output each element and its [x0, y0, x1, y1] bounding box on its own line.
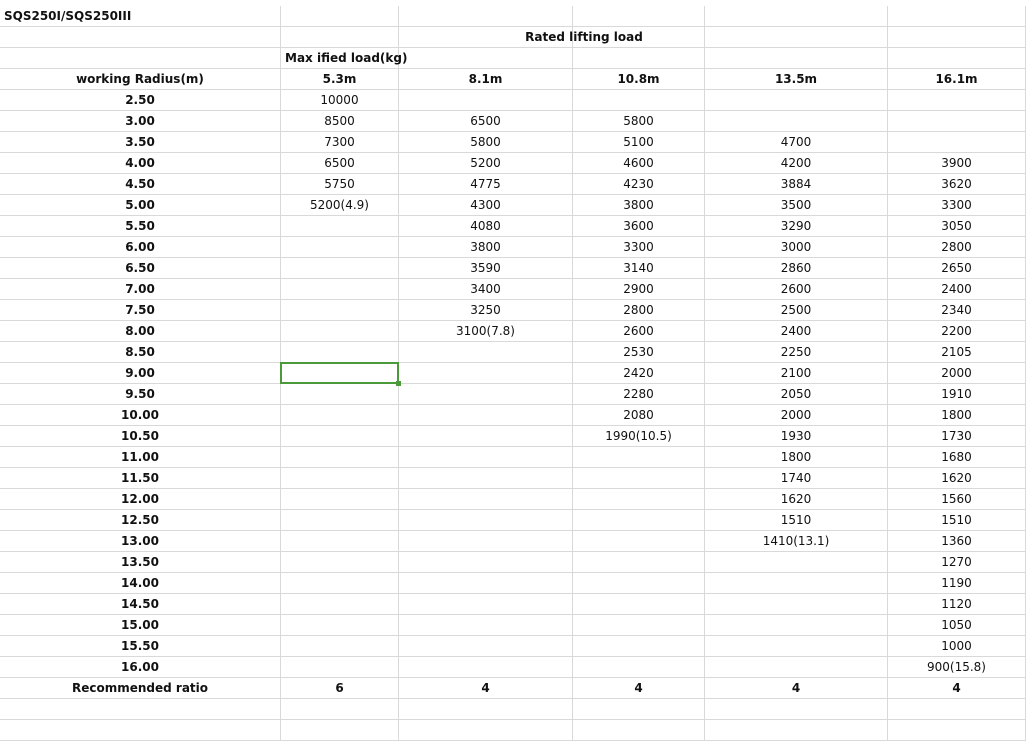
ratio-cell[interactable]: 6: [281, 678, 399, 699]
load-cell[interactable]: 3600: [573, 216, 705, 237]
load-cell[interactable]: 5800: [573, 111, 705, 132]
load-cell[interactable]: 2340: [888, 300, 1026, 321]
sheet-cell[interactable]: [888, 132, 1026, 153]
load-cell[interactable]: 4775: [399, 174, 573, 195]
load-cell[interactable]: 3590: [399, 258, 573, 279]
load-cell[interactable]: 2105: [888, 342, 1026, 363]
sheet-cell[interactable]: [573, 48, 705, 69]
sheet-cell[interactable]: [888, 90, 1026, 111]
radius-cell[interactable]: 10.50: [0, 426, 281, 447]
boom-length-header[interactable]: 8.1m: [399, 69, 573, 90]
radius-cell[interactable]: 15.00: [0, 615, 281, 636]
sheet-cell[interactable]: [705, 699, 888, 720]
load-cell[interactable]: 5200: [399, 153, 573, 174]
sheet-cell[interactable]: [281, 363, 399, 384]
radius-cell[interactable]: 2.50: [0, 90, 281, 111]
sheet-cell[interactable]: [888, 6, 1026, 27]
load-cell[interactable]: 5750: [281, 174, 399, 195]
sheet-cell[interactable]: [573, 552, 705, 573]
radius-cell[interactable]: 13.50: [0, 552, 281, 573]
sheet-cell[interactable]: [399, 636, 573, 657]
sheet-cell[interactable]: [399, 384, 573, 405]
load-cell[interactable]: 1190: [888, 573, 1026, 594]
sheet-cell[interactable]: [281, 615, 399, 636]
sheet-cell[interactable]: [0, 699, 281, 720]
sheet-cell[interactable]: [399, 426, 573, 447]
sheet-cell[interactable]: [705, 573, 888, 594]
load-cell[interactable]: 3300: [888, 195, 1026, 216]
load-cell[interactable]: 2900: [573, 279, 705, 300]
sheet-cell[interactable]: [0, 48, 281, 69]
sheet-cell[interactable]: [573, 699, 705, 720]
load-cell[interactable]: 1730: [888, 426, 1026, 447]
sheet-cell[interactable]: [399, 531, 573, 552]
load-cell[interactable]: 5200(4.9): [281, 195, 399, 216]
load-cell[interactable]: 1560: [888, 489, 1026, 510]
load-cell[interactable]: 4230: [573, 174, 705, 195]
radius-cell[interactable]: 11.00: [0, 447, 281, 468]
load-cell[interactable]: 2800: [888, 237, 1026, 258]
sheet-cell[interactable]: [399, 657, 573, 678]
radius-cell[interactable]: 16.00: [0, 657, 281, 678]
sheet-cell[interactable]: [281, 552, 399, 573]
load-cell[interactable]: 2080: [573, 405, 705, 426]
load-cell[interactable]: 3290: [705, 216, 888, 237]
sheet-cell[interactable]: [705, 615, 888, 636]
load-cell[interactable]: 5100: [573, 132, 705, 153]
load-cell[interactable]: 3800: [573, 195, 705, 216]
load-cell[interactable]: 1510: [888, 510, 1026, 531]
boom-length-header[interactable]: 16.1m: [888, 69, 1026, 90]
load-cell[interactable]: 1050: [888, 615, 1026, 636]
sheet-cell[interactable]: [573, 594, 705, 615]
load-cell[interactable]: 900(15.8): [888, 657, 1026, 678]
sheet-cell[interactable]: [281, 699, 399, 720]
sheet-cell[interactable]: [705, 657, 888, 678]
radius-cell[interactable]: 15.50: [0, 636, 281, 657]
sheet-cell[interactable]: [888, 111, 1026, 132]
sheet-cell[interactable]: [573, 90, 705, 111]
load-cell[interactable]: 3800: [399, 237, 573, 258]
load-cell[interactable]: 2000: [888, 363, 1026, 384]
sheet-cell[interactable]: [399, 573, 573, 594]
sheet-cell[interactable]: [399, 90, 573, 111]
sheet-cell[interactable]: [399, 615, 573, 636]
sheet-cell[interactable]: [888, 48, 1026, 69]
sheet-cell[interactable]: [399, 594, 573, 615]
sheet-cell[interactable]: [399, 405, 573, 426]
load-cell[interactable]: 2250: [705, 342, 888, 363]
sheet-cell[interactable]: [281, 426, 399, 447]
load-cell[interactable]: 1270: [888, 552, 1026, 573]
sheet-cell[interactable]: [399, 468, 573, 489]
sheet-cell[interactable]: [281, 342, 399, 363]
sheet-cell[interactable]: [281, 321, 399, 342]
load-cell[interactable]: 3000: [705, 237, 888, 258]
radius-cell[interactable]: 3.00: [0, 111, 281, 132]
load-cell[interactable]: 2400: [888, 279, 1026, 300]
load-cell[interactable]: 10000: [281, 90, 399, 111]
sheet-cell[interactable]: [281, 510, 399, 531]
load-cell[interactable]: 6500: [399, 111, 573, 132]
sheet-cell[interactable]: [281, 237, 399, 258]
sheet-cell[interactable]: [888, 720, 1026, 741]
radius-cell[interactable]: 9.50: [0, 384, 281, 405]
load-cell[interactable]: 3300: [573, 237, 705, 258]
sheet-cell[interactable]: [888, 699, 1026, 720]
sheet-cell[interactable]: [705, 6, 888, 27]
sheet-cell[interactable]: [399, 489, 573, 510]
radius-cell[interactable]: 12.00: [0, 489, 281, 510]
radius-cell[interactable]: 8.50: [0, 342, 281, 363]
sheet-cell[interactable]: [399, 6, 573, 27]
sheet-cell[interactable]: [888, 27, 1026, 48]
sheet-cell[interactable]: [573, 468, 705, 489]
sheet-cell[interactable]: [281, 384, 399, 405]
sheet-cell[interactable]: [573, 720, 705, 741]
radius-cell[interactable]: 6.00: [0, 237, 281, 258]
ratio-label[interactable]: Recommended ratio: [0, 678, 281, 699]
load-cell[interactable]: 3250: [399, 300, 573, 321]
load-cell[interactable]: 8500: [281, 111, 399, 132]
radius-cell[interactable]: 6.50: [0, 258, 281, 279]
radius-cell[interactable]: 11.50: [0, 468, 281, 489]
radius-cell[interactable]: 3.50: [0, 132, 281, 153]
radius-cell[interactable]: 14.50: [0, 594, 281, 615]
load-cell[interactable]: 3140: [573, 258, 705, 279]
load-cell[interactable]: 2100: [705, 363, 888, 384]
sheet-cell[interactable]: [705, 552, 888, 573]
sheet-cell[interactable]: [399, 552, 573, 573]
radius-cell[interactable]: 8.00: [0, 321, 281, 342]
sheet-cell[interactable]: [705, 111, 888, 132]
fill-handle[interactable]: [396, 381, 401, 386]
radius-header[interactable]: working Radius(m): [0, 69, 281, 90]
sheet-cell[interactable]: [281, 720, 399, 741]
load-cell[interactable]: 1620: [888, 468, 1026, 489]
load-cell[interactable]: 1000: [888, 636, 1026, 657]
boom-length-header[interactable]: 5.3m: [281, 69, 399, 90]
load-cell[interactable]: 3050: [888, 216, 1026, 237]
sheet-cell[interactable]: [281, 657, 399, 678]
load-cell[interactable]: 2280: [573, 384, 705, 405]
sheet-cell[interactable]: [281, 447, 399, 468]
load-cell[interactable]: 3620: [888, 174, 1026, 195]
radius-cell[interactable]: 4.50: [0, 174, 281, 195]
table-subtitle[interactable]: Max ified load(kg): [281, 48, 573, 69]
sheet-cell[interactable]: [281, 279, 399, 300]
sheet-cell[interactable]: [705, 636, 888, 657]
radius-cell[interactable]: 9.00: [0, 363, 281, 384]
sheet-cell[interactable]: [281, 573, 399, 594]
load-cell[interactable]: 7300: [281, 132, 399, 153]
load-cell[interactable]: 2000: [705, 405, 888, 426]
sheet-cell[interactable]: [281, 6, 399, 27]
sheet-cell[interactable]: [281, 531, 399, 552]
sheet-cell[interactable]: [399, 699, 573, 720]
ratio-cell[interactable]: 4: [399, 678, 573, 699]
load-cell[interactable]: 3884: [705, 174, 888, 195]
radius-cell[interactable]: 7.00: [0, 279, 281, 300]
sheet-cell[interactable]: [399, 720, 573, 741]
load-cell[interactable]: 6500: [281, 153, 399, 174]
radius-cell[interactable]: 12.50: [0, 510, 281, 531]
radius-cell[interactable]: 14.00: [0, 573, 281, 594]
load-cell[interactable]: 2650: [888, 258, 1026, 279]
sheet-cell[interactable]: [281, 405, 399, 426]
load-cell[interactable]: 1740: [705, 468, 888, 489]
sheet-cell[interactable]: [0, 720, 281, 741]
sheet-cell[interactable]: [573, 6, 705, 27]
load-cell[interactable]: 1930: [705, 426, 888, 447]
load-cell[interactable]: 3100(7.8): [399, 321, 573, 342]
load-cell[interactable]: 1510: [705, 510, 888, 531]
load-cell[interactable]: 4300: [399, 195, 573, 216]
radius-cell[interactable]: 10.00: [0, 405, 281, 426]
load-cell[interactable]: 2860: [705, 258, 888, 279]
sheet-cell[interactable]: [281, 636, 399, 657]
load-cell[interactable]: 4700: [705, 132, 888, 153]
ratio-cell[interactable]: 4: [705, 678, 888, 699]
sheet-cell[interactable]: [573, 489, 705, 510]
sheet-cell[interactable]: [399, 363, 573, 384]
sheet-cell[interactable]: [281, 216, 399, 237]
load-cell[interactable]: 3900: [888, 153, 1026, 174]
radius-cell[interactable]: 5.00: [0, 195, 281, 216]
load-cell[interactable]: 1800: [888, 405, 1026, 426]
sheet-cell[interactable]: [705, 594, 888, 615]
sheet-cell[interactable]: [705, 720, 888, 741]
sheet-cell[interactable]: [399, 342, 573, 363]
sheet-cell[interactable]: [281, 258, 399, 279]
load-cell[interactable]: 2200: [888, 321, 1026, 342]
sheet-cell[interactable]: [573, 657, 705, 678]
radius-cell[interactable]: 4.00: [0, 153, 281, 174]
load-cell[interactable]: 1680: [888, 447, 1026, 468]
sheet-cell[interactable]: [281, 300, 399, 321]
radius-cell[interactable]: 5.50: [0, 216, 281, 237]
model-label[interactable]: SQS250I/SQS250III: [0, 6, 281, 27]
load-cell[interactable]: 4080: [399, 216, 573, 237]
load-cell[interactable]: 1410(13.1): [705, 531, 888, 552]
load-cell[interactable]: 4600: [573, 153, 705, 174]
sheet-cell[interactable]: [0, 27, 281, 48]
sheet-cell[interactable]: [573, 636, 705, 657]
boom-length-header[interactable]: 13.5m: [705, 69, 888, 90]
load-cell[interactable]: 1120: [888, 594, 1026, 615]
load-cell[interactable]: 1620: [705, 489, 888, 510]
load-cell[interactable]: 1910: [888, 384, 1026, 405]
load-cell[interactable]: 2050: [705, 384, 888, 405]
sheet-cell[interactable]: [573, 531, 705, 552]
load-cell[interactable]: 2530: [573, 342, 705, 363]
load-cell[interactable]: 3400: [399, 279, 573, 300]
sheet-cell[interactable]: [705, 90, 888, 111]
boom-length-header[interactable]: 10.8m: [573, 69, 705, 90]
load-cell[interactable]: 1800: [705, 447, 888, 468]
table-title[interactable]: Rated lifting load: [281, 27, 888, 48]
ratio-cell[interactable]: 4: [888, 678, 1026, 699]
load-cell[interactable]: 1360: [888, 531, 1026, 552]
sheet-cell[interactable]: [281, 489, 399, 510]
load-cell[interactable]: 2420: [573, 363, 705, 384]
sheet-cell[interactable]: [281, 468, 399, 489]
sheet-cell[interactable]: [573, 615, 705, 636]
sheet-cell[interactable]: [573, 447, 705, 468]
radius-cell[interactable]: 7.50: [0, 300, 281, 321]
load-cell[interactable]: 2600: [705, 279, 888, 300]
sheet-cell[interactable]: [399, 510, 573, 531]
load-cell[interactable]: 2600: [573, 321, 705, 342]
sheet-cell[interactable]: [281, 594, 399, 615]
sheet-cell[interactable]: [399, 447, 573, 468]
load-cell[interactable]: 1990(10.5): [573, 426, 705, 447]
sheet-cell[interactable]: [573, 510, 705, 531]
load-cell[interactable]: 4200: [705, 153, 888, 174]
load-cell[interactable]: 5800: [399, 132, 573, 153]
radius-cell[interactable]: 13.00: [0, 531, 281, 552]
load-cell[interactable]: 2400: [705, 321, 888, 342]
sheet-cell[interactable]: [705, 48, 888, 69]
load-cell[interactable]: 3500: [705, 195, 888, 216]
load-cell[interactable]: 2500: [705, 300, 888, 321]
load-cell[interactable]: 2800: [573, 300, 705, 321]
sheet-cell[interactable]: [573, 573, 705, 594]
ratio-cell[interactable]: 4: [573, 678, 705, 699]
